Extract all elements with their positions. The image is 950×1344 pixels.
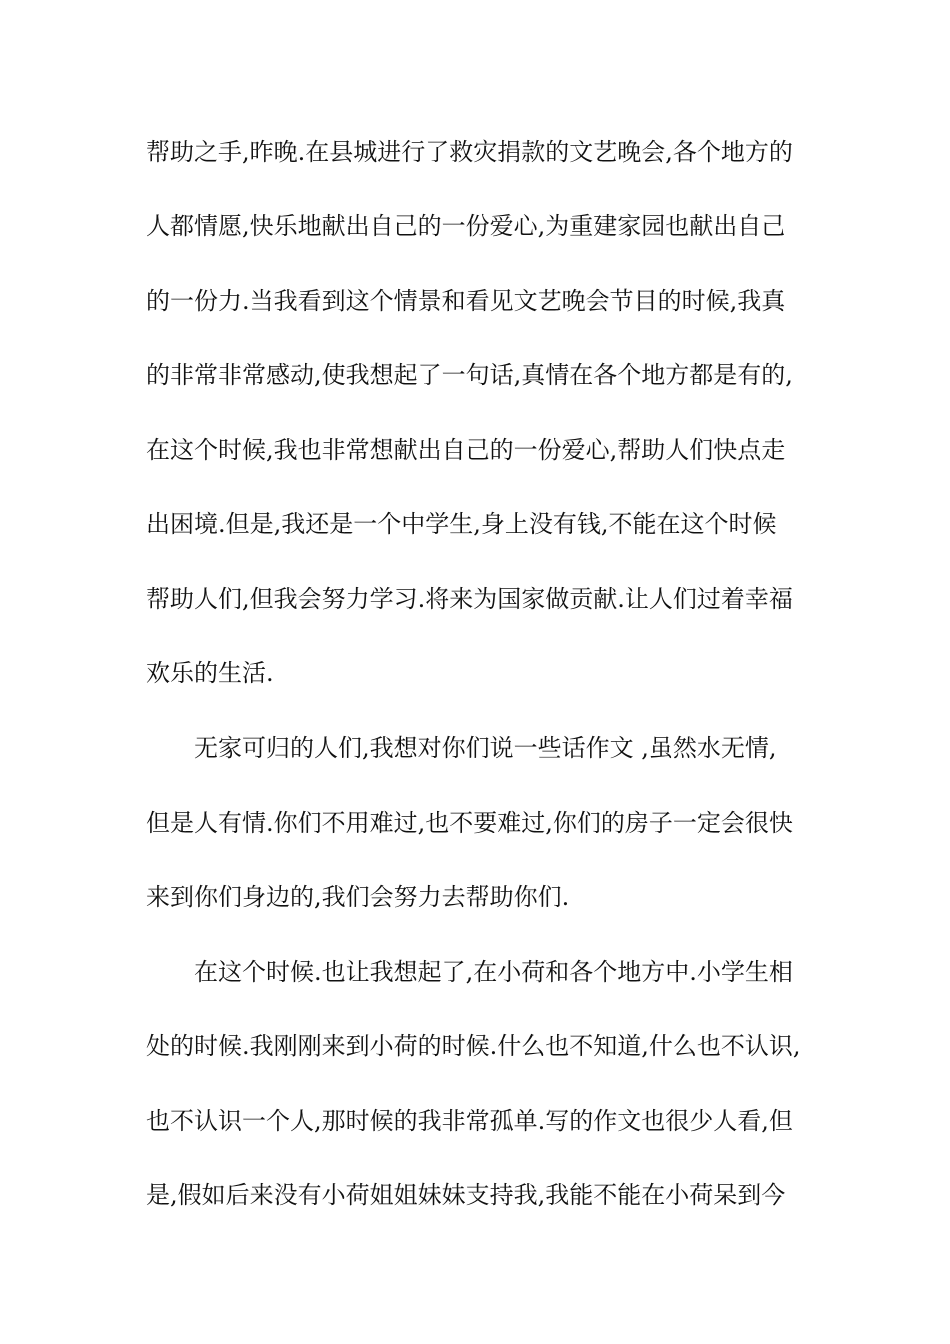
text-line: 处的时候.我刚刚来到小荷的时候.什么也不知道,什么也不认识,: [146, 1032, 801, 1060]
text-line: 欢乐的生活.: [146, 659, 274, 687]
text-line: 帮助之手,昨晚.在县城进行了救灾捐款的文艺晚会,各个地方的: [146, 138, 793, 166]
text-line: 是,假如后来没有小荷姐姐妹妹支持我,我能不能在小荷呆到今: [146, 1181, 786, 1209]
text-line: 出困境.但是,我还是一个中学生,身上没有钱,不能在这个时候: [146, 510, 777, 538]
paragraph-first-line: 在这个时候.也让我想起了,在小荷和各个地方中.小学生相: [194, 958, 793, 986]
text-line: 但是人有情.你们不用难过,也不要难过,你们的房子一定会很快: [146, 809, 793, 837]
text-line: 的非常非常感动,使我想起了一句话,真情在各个地方都是有的,: [146, 361, 793, 389]
text-line: 来到你们身边的,我们会努力去帮助你们.: [146, 883, 570, 911]
paragraph-first-line: 无家可归的人们,我想对你们说一些话作文 ,虽然水无情,: [194, 734, 777, 762]
text-line: 帮助人们,但我会努力学习.将来为国家做贡献.让人们过着幸福: [146, 585, 793, 613]
text-line: 人都情愿,快乐地献出自己的一份爱心,为重建家园也献出自己: [146, 212, 786, 240]
text-line: 在这个时候,我也非常想献出自己的一份爱心,帮助人们快点走: [146, 436, 786, 464]
text-line: 也不认识一个人,那时候的我非常孤单.写的作文也很少人看,但: [146, 1107, 793, 1135]
text-line: 的一份力.当我看到这个情景和看见文艺晚会节目的时候,我真: [146, 287, 786, 315]
